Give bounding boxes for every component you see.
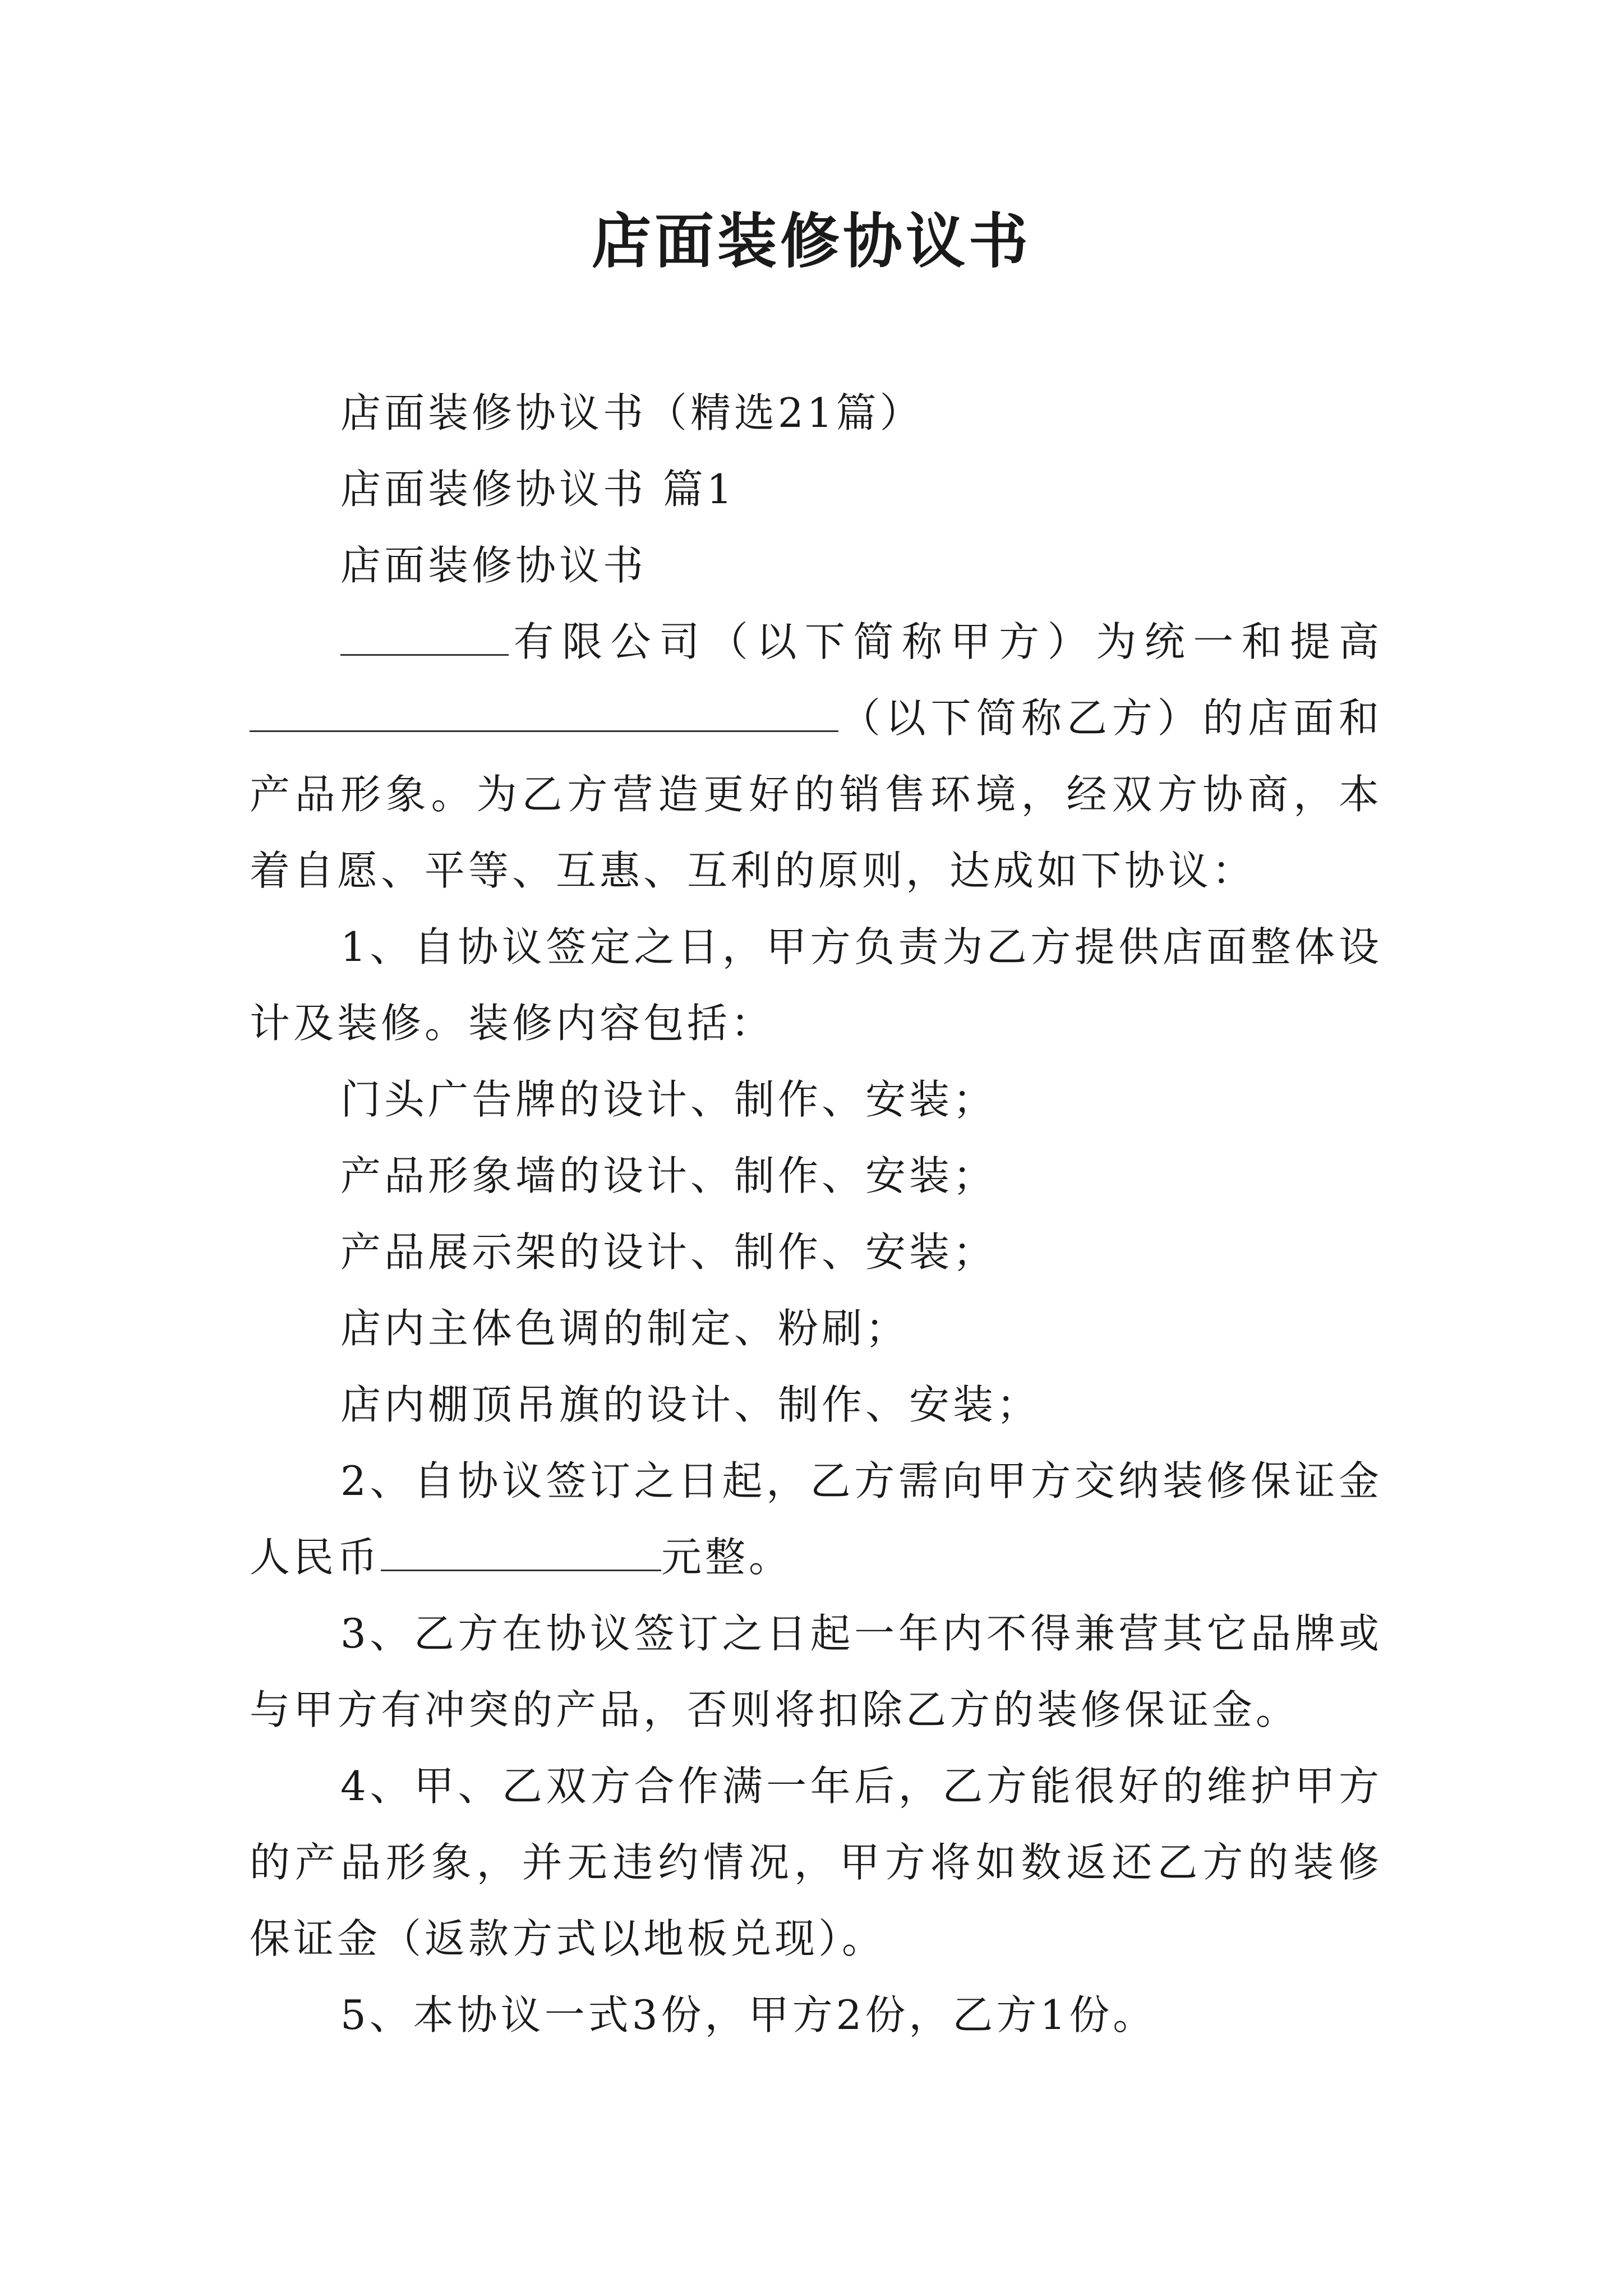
clause-2-text-part-a: 2、自协议签订之日起，乙方需向甲方交纳装修保证金人民币 (250, 1457, 1382, 1581)
paragraph-subtitle: 店面装修协议书（精选21篇） (340, 389, 924, 436)
document-body (250, 375, 1382, 2053)
paragraph-section-heading: 店面装修协议书 篇1 (340, 466, 736, 513)
blank-party-b-name (250, 697, 838, 732)
paragraph-clause-4: 4、甲、乙双方合作满一年后，乙方能很好的维护甲方的产品形象，并无违约情况，甲方将如数返还乙方的装修保证金（返款方式以地板兑现）。 (250, 1763, 1382, 1962)
blank-company-name (340, 620, 509, 656)
list-item-image-wall: 产品形象墙的设计、制作、安装； (340, 1152, 997, 1199)
list-item-display-rack: 产品展示架的设计、制作、安装； (340, 1228, 997, 1276)
clause-2-text-part-b: 元整。 (661, 1534, 793, 1581)
blank-deposit-amount (381, 1536, 661, 1571)
paragraph-clause-5: 5、本协议一式3份，甲方2份，乙方1份。 (340, 1991, 1157, 2039)
document-title: 店面装修协议书 (592, 206, 1031, 276)
intro-text-part-b: （以下简称乙方）的店面和产品形象。为乙方营造更好的销售环境，经双方协商，本着自愿、平等、互惠、互利的原则，达成如下协议： (250, 694, 1382, 894)
paragraph-agreement-heading: 店面装修协议书 (340, 542, 647, 589)
list-item-ceiling-flags: 店内棚顶吊旗的设计、制作、安装； (340, 1381, 1041, 1428)
paragraph-intro (250, 604, 1382, 909)
list-item-color-tone: 店内主体色调的制定、粉刷； (340, 1305, 910, 1352)
paragraph-clause-1: 1、自协议签定之日，甲方负责为乙方提供店面整体设计及装修。装修内容包括： (250, 923, 1382, 1047)
intro-text-part-a: 有限公司（以下简称甲方）为统一和提高 (509, 618, 1382, 665)
paragraph-clause-2 (250, 1443, 1382, 1595)
list-item-signboard: 门头广告牌的设计、制作、安装； (340, 1076, 997, 1123)
paragraph-clause-3: 3、乙方在协议签订之日起一年内不得兼营其它品牌或与甲方有冲突的产品，否则将扣除乙方的装修保证金。 (250, 1610, 1382, 1733)
